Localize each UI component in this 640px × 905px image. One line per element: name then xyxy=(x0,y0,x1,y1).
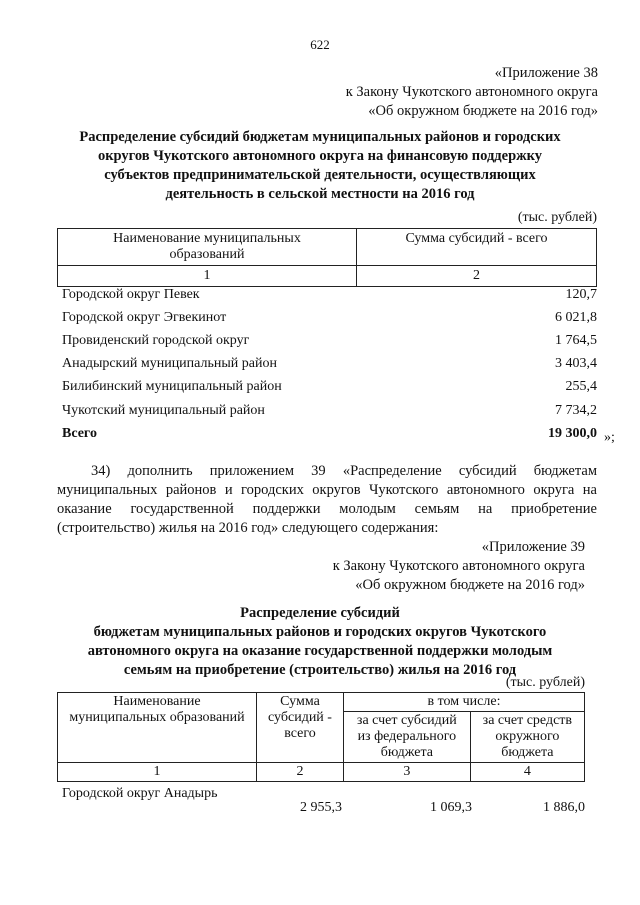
appendix-39-line1: «Приложение 39 xyxy=(481,539,585,555)
table2-group-header: в том числе: xyxy=(344,693,585,712)
appendix-38-line1: «Приложение 38 xyxy=(494,65,598,81)
title-appendix-39 xyxy=(50,604,590,680)
table2-col3-header xyxy=(344,712,471,763)
table2-col4-header-l1: за счет средств xyxy=(482,713,573,728)
table1-col2-header: Сумма субсидий - всего xyxy=(357,229,597,266)
row-name: Городской округ Певек xyxy=(62,286,200,302)
table2-row-name: Городской округ Анадырь xyxy=(62,786,218,801)
appendix-39-reference xyxy=(333,538,585,595)
page-number: 622 xyxy=(310,37,330,52)
row-name: Билибинский муниципальный район xyxy=(62,379,282,395)
table2-row-federal: 1 069,3 xyxy=(430,800,472,815)
table-2 xyxy=(57,692,585,782)
table2-row-district: 1 886,0 xyxy=(543,800,585,815)
table2-col4-header-l3: бюджета xyxy=(501,745,554,760)
row-name: Чукотский муниципальный район xyxy=(62,402,265,418)
table2-col1-header-l1: Наименование xyxy=(113,694,201,709)
paragraph-34: 34) дополнить приложением 39 «Распределение субсидий бюджетам муниципальных районов и городских округов Чукотского автономного округа на оказание государственной поддержки молодым семьям на приобретение (строительство) жилья на 2016 год» следующего содержания: xyxy=(57,463,597,536)
table2-col2-header-l3: всего xyxy=(284,726,316,741)
table2-col1-header-l2: муниципальных образований xyxy=(69,710,245,725)
table2-num-4: 4 xyxy=(470,763,584,782)
table1-col1-header-l1: Наименование муниципальных xyxy=(113,231,301,246)
table1-col1-header-l2: образований xyxy=(169,247,245,262)
table2-col2-header xyxy=(257,693,344,763)
appendix-38-line2: к Закону Чукотского автономного округа xyxy=(345,84,598,100)
row-value: 255,4 xyxy=(565,379,597,395)
row-value: 1 764,5 xyxy=(555,332,597,348)
total-value: 19 300,0 xyxy=(548,425,597,441)
table-row xyxy=(62,353,597,376)
row-name: Городской округ Эгвекинот xyxy=(62,309,227,325)
table1-col1-header xyxy=(58,229,357,266)
table2-num-2: 2 xyxy=(257,763,344,782)
title1-line2: округов Чукотского автономного округа на финансовую поддержку xyxy=(97,148,543,164)
row-name: Анадырский муниципальный район xyxy=(62,356,277,372)
title2-line4: семьям на приобретение (строительство) жилья на 2016 год xyxy=(123,662,517,678)
title2-line2: бюджетам муниципальных районов и городских округов Чукотского xyxy=(93,624,547,640)
table2-col2-header-l2: субсидий - xyxy=(268,710,332,725)
appendix-38-reference xyxy=(346,64,598,121)
table-row xyxy=(62,329,597,352)
appendix-39-line3: «Об окружном бюджете на 2016 год» xyxy=(355,577,585,593)
table-row xyxy=(62,306,597,329)
title1-line4: деятельность в сельской местности на 2016 год xyxy=(165,186,475,202)
table1-col2-num: 2 xyxy=(357,266,597,287)
table2-col4-header xyxy=(470,712,584,763)
table2-col1-header xyxy=(58,693,257,763)
table-1-body xyxy=(62,283,597,445)
appendix-38-line3: «Об окружном бюджете на 2016 год» xyxy=(368,103,598,119)
table2-col4-header-l2: окружного xyxy=(495,729,560,744)
row-name: Провиденский городской округ xyxy=(62,332,250,348)
closing-quote-suffix: »; xyxy=(604,430,615,445)
title-appendix-38 xyxy=(50,128,590,204)
units-label-2: (тыс. рублей) xyxy=(505,675,585,690)
units-label-1: (тыс. рублей) xyxy=(517,210,597,225)
table2-num-1: 1 xyxy=(58,763,257,782)
table2-col3-header-l2: из федерального xyxy=(357,729,457,744)
table-row xyxy=(62,283,597,306)
table-row xyxy=(62,376,597,399)
appendix-39-line2: к Закону Чукотского автономного округа xyxy=(332,558,585,574)
table2-col2-header-l1: Сумма xyxy=(280,694,320,709)
title2-line3: автономного округа на оказание государственной поддержки молодым xyxy=(87,643,553,659)
title1-line3: субъектов предпринимательской деятельности, осуществляющих xyxy=(104,167,536,183)
table2-row-total: 2 955,3 xyxy=(300,800,342,815)
row-value: 3 403,4 xyxy=(555,356,597,372)
table2-num-3: 3 xyxy=(344,763,471,782)
title1-line1: Распределение субсидий бюджетам муниципальных районов и городских xyxy=(79,129,561,145)
table1-col1-num: 1 xyxy=(58,266,357,287)
total-label: Всего xyxy=(62,425,97,441)
row-value: 6 021,8 xyxy=(555,309,597,325)
row-value: 7 734,2 xyxy=(555,402,597,418)
table2-col3-header-l3: бюджета xyxy=(380,745,433,760)
table-total-row xyxy=(62,422,597,445)
table-row xyxy=(62,399,597,422)
table2-col3-header-l1: за счет субсидий xyxy=(356,713,457,728)
table-1-header xyxy=(57,228,597,287)
title2-line1: Распределение субсидий xyxy=(240,605,400,621)
row-value: 120,7 xyxy=(565,286,597,302)
